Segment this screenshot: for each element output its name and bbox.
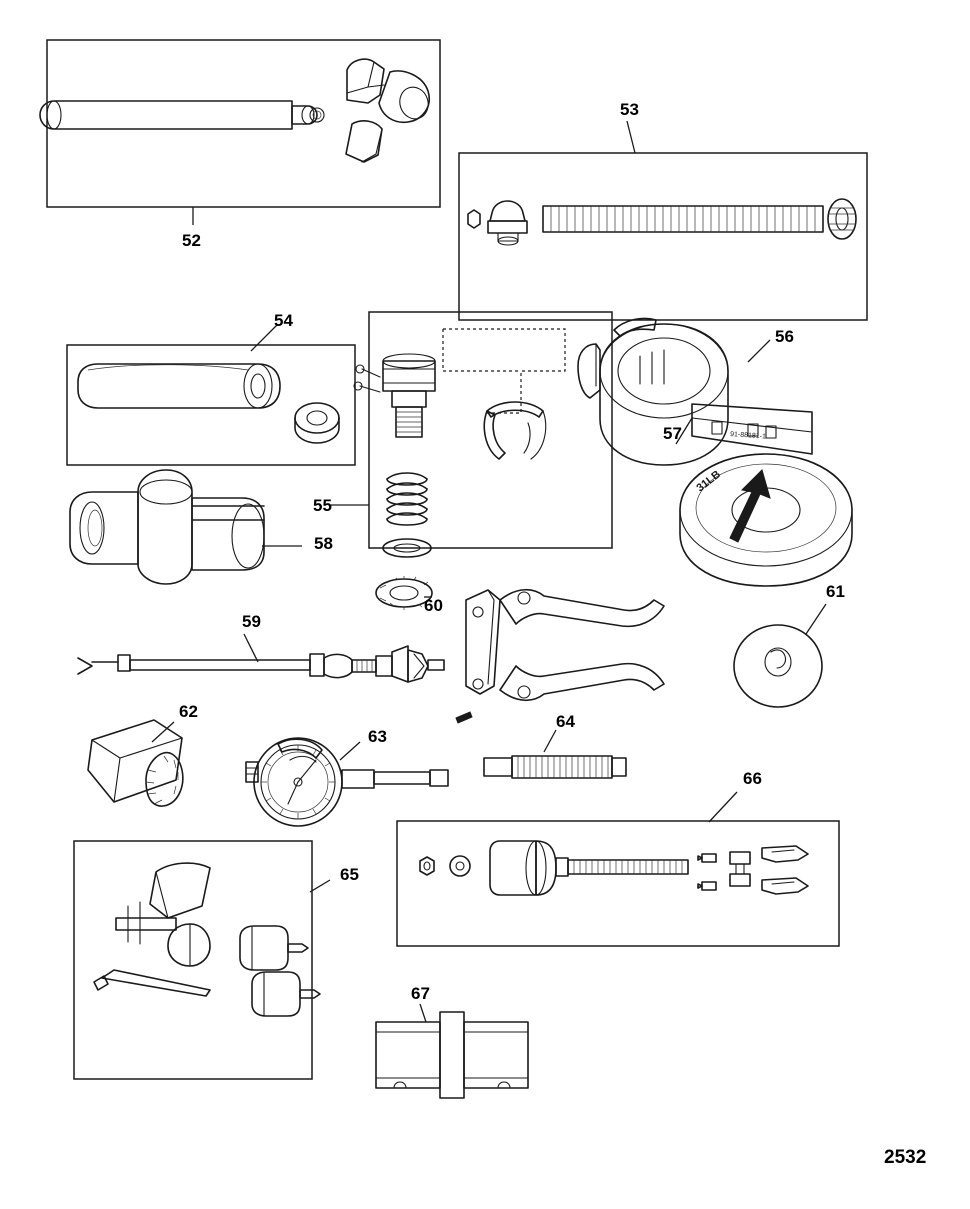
group-62 (88, 720, 183, 806)
callout-64: 64 (556, 712, 575, 731)
callout-55: 55 (313, 496, 332, 515)
svg-text:31LB: 31LB (694, 468, 724, 495)
callout-56: 56 (775, 327, 794, 346)
group-61 (680, 454, 852, 707)
callout-66: 66 (743, 769, 762, 788)
group-55 (331, 312, 612, 557)
group-66 (397, 792, 839, 946)
callout-52: 52 (182, 231, 201, 250)
callout-65: 65 (340, 865, 359, 884)
group-67 (376, 1004, 528, 1098)
group-52 (40, 40, 440, 225)
group-plier (456, 590, 664, 723)
svg-text:91-88181-1: 91-88181-1 (729, 431, 767, 441)
callout-60: 60 (424, 596, 443, 615)
group-54 (67, 325, 355, 465)
group-53 (459, 121, 867, 320)
plate-number: 2532 (884, 1147, 927, 1168)
group-63 (246, 738, 448, 826)
callout-53: 53 (620, 100, 639, 119)
callout-67: 67 (411, 984, 430, 1003)
group-64 (484, 730, 626, 778)
callout-59: 59 (242, 612, 261, 631)
group-65 (74, 841, 330, 1079)
callout-62: 62 (179, 702, 198, 721)
callout-61: 61 (826, 582, 845, 601)
callout-58: 58 (314, 534, 333, 553)
callout-57: 57 (663, 424, 682, 443)
group-59 (78, 634, 444, 682)
callout-63: 63 (368, 727, 387, 746)
group-58 (70, 470, 302, 584)
callout-54: 54 (274, 311, 293, 330)
